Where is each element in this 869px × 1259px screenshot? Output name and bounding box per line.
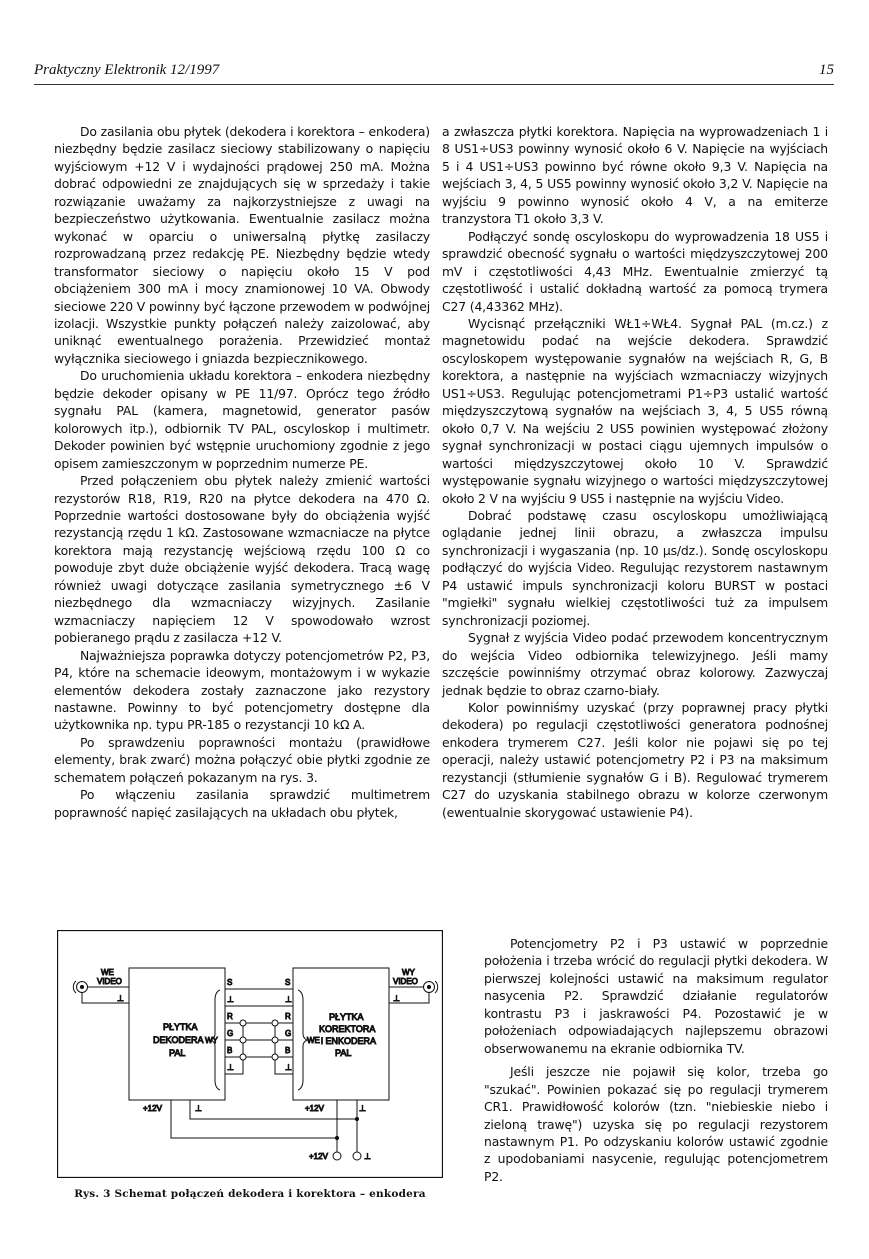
svg-text:PAL: PAL: [335, 1048, 352, 1058]
paragraph: Dobrać podstawę czasu oscyloskopu umożliwiającą oglądanie jednej linii obrazu, a zwłaszcza impulsu synchronizacji i wygaszania (np. 10 µs/dz.). Sondę oscyloskopu podłączyć do wyjścia Video. Regulując rezystorem nastawnym P4 ustawić impuls synchronizacji koloru BURST w postaci "mgiełki" sygnału wielkiej częstotliwości tuż za impulsem synchronizacji poziomej.: [442, 507, 828, 628]
svg-text:PAL: PAL: [169, 1048, 186, 1058]
paragraph: Podłączyć sondę oscyloskopu do wyprowadzenia 18 US5 i sprawdzić obecność sygnału o wartości międzyszczytowej 200 mV i częstotliwości 4,43 MHz. Ewentualnie zmierzyć tą częstotliwość i ustalić dokładną wartość za pomocą trymera C27 (4,43362 MHz).: [442, 228, 828, 314]
right-column-bottom: [484, 935, 828, 1185]
svg-text:WY: WY: [402, 968, 415, 977]
svg-text:VIDEO: VIDEO: [393, 977, 418, 986]
decoder-block: [129, 968, 225, 1100]
svg-text:S: S: [227, 978, 233, 987]
page-header: [34, 62, 834, 84]
paragraph: Jeśli jeszcze nie pojawił się kolor, trzeba go "szukać". Powinien pokazać się po regulacji trymerem CR1. Prawidłowość kolorów (tzn. "niebieskie niebo i zieloną trawę") uzyska się po regulacji rezystorem nastawnym P1. Po odzyskaniu kolorów ustawić zgodnie z upodobaniami nasycenie, regulując potencjometrem P2.: [484, 1064, 828, 1184]
paragraph: Sygnał z wyjścia Video podać przewodem koncentrycznym do wejścia Video odbiornika telewizyjnego. Jeśli mamy szczęście powinniśmy otrzymać obraz kolorowy. Zazwyczaj jednak będzie to obraz czarno-biały.: [442, 630, 828, 698]
svg-text:+12V: +12V: [143, 1104, 162, 1113]
input-label-we: WE: [101, 968, 114, 977]
terminal-ground-icon: [353, 1152, 361, 1160]
svg-text:⊥: ⊥: [227, 995, 234, 1004]
svg-text:PŁYTKA: PŁYTKA: [329, 1012, 364, 1022]
paragraph: a zwłaszcza płytki korektora. Napięcia na wyprowadzeniach 1 i 8 US1÷US3 powinny wynosić około 6 V. Napięcie na wyjściach 5 i 4 US1÷US3 powinno być równe około 9,3 V. Napięcia na wejściach 3, 4, 5 US5 powinny wynosić około 3,2 V. Napięcie na wyjściu 9 powinno wynosić około 4 V, a na emiterze tranzystora T1 około 3,3 V.: [442, 124, 828, 227]
paragraph: Wycisnąć przełączniki WŁ1÷WŁ4. Sygnał PAL (m.cz.) z magnetowidu podać na wejście dekodera. Sprawdzić oscyloskopem występowanie sygnałów na wejściach R, G, B korektora, a następnie na wyjściach wzmacniaczy wizyjnych US1÷US3. Regulując potencjometrami P1÷P3 ustalić wartość międzyszczytową sygnałów na wejściach 3, 4, 5 US5 równą około 0,7 V. Na wejściu 2 US5 powinien występować złożony sygnał synchronizacji w postaci ciągu ujemnych impulsów o wartości międzyszczytowej około 10 V. Sprawdzić występowanie sygnału wizyjnego o wartości międzyszczytowej około 2 V na wyjściu 9 US5 i następnie na wyjściu Video.: [442, 315, 828, 506]
paragraph: Przed połączeniem obu płytek należy zmienić wartości rezystorów R18, R19, R20 na płytce dekodera na 470 Ω. Poprzednie wartości dostosowane były do obciążenia wyjść rezystancją rzędu 1 kΩ. Zastosowane wzmacniacze na płytce korektora mają rezystancję wejściową rzędu 100 Ω co powoduje zbyt duże obciążenie wyjść dekodera. Tracą wagę również uwagi dotyczące zasilania symetrycznego ±6 V niezbędnego dla wzmacniaczy wizyjnych. Zasilanie wzmacniaczy napięciem 12 V spowodowało wzrost pobieranego prądu z zasilacza +12 V.: [54, 473, 430, 646]
svg-text:⊥: ⊥: [195, 1104, 202, 1113]
header-rule: [34, 84, 834, 85]
magazine-title: Praktyczny Elektronik 12/1997: [34, 62, 220, 78]
figure-caption: Rys. 3 Schemat połączeń dekodera i korektora – enkodera: [74, 1188, 426, 1200]
svg-text:DEKODERA: DEKODERA: [153, 1035, 204, 1045]
svg-text:⊥: ⊥: [117, 994, 124, 1003]
paragraph: Kolor powinniśmy uzyskać (przy poprawnej pracy płytki dekodera) po regulacji częstotliwości generatora podnośnej enkodera trymerem C27. Jeśli kolor nie pojawi się po tej operacji, należy ustawić potencjometry P2 i P3 na maksimum rezystancji (stłumienie sygnałów G i B). Regulować trymerem C27 do uzyskania stabilnego obrazu w kolorze czerwonym (ewentualnie skorygować ustawienie P4).: [442, 699, 828, 820]
svg-text:WY: WY: [205, 1036, 218, 1045]
svg-text:⊥: ⊥: [285, 995, 292, 1004]
svg-text:+12V: +12V: [309, 1152, 328, 1161]
terminal-plus12-icon: [333, 1152, 341, 1160]
paragraph: Po sprawdzeniu poprawności montażu (prawidłowe elementy, brak zwarć) można połączyć obie płytki zgodnie ze schematem połączeń pokazanym na rys. 3.: [54, 734, 430, 785]
svg-text:⊥: ⊥: [364, 1152, 371, 1161]
svg-text:⊥: ⊥: [227, 1063, 234, 1072]
input-label-video: VIDEO: [97, 977, 122, 986]
svg-text:+12V: +12V: [305, 1104, 324, 1113]
page-number: 15: [819, 62, 834, 78]
svg-text:S: S: [285, 978, 291, 987]
svg-text:WE: WE: [307, 1036, 320, 1045]
svg-text:⊥: ⊥: [359, 1104, 366, 1113]
svg-text:B: B: [227, 1046, 233, 1055]
svg-text:PŁYTKA: PŁYTKA: [163, 1022, 198, 1032]
svg-text:R: R: [285, 1012, 291, 1021]
paragraph: Do zasilania obu płytek (dekodera i korektora – enkodera) niezbędny będzie zasilacz sieciowy stabilizowany o napięciu wyjściowym +12 V i wydajności prądowej 250 mA. Można dobrać odpowiedni ze znajdujących się w sprzedaży i takie rozwiązanie uważamy za najkorzystniejsze z uwagi na bezpieczeństwo użytkowania. Ewentualnie zasilacz można wykonać w oparciu o uniwersalną płytkę zasilaczy rozprowadzaną przez redakcję PE. Niezbędny będzie wtedy transformator sieciowy o napięciu około 15 V pod obciążeniem 300 mA i mocy znamionowej 10 VA. Obwody sieciowe 220 V powinny być łączone przewodem w podwójnej izolacji. Wszystkie punkty połączeń należy zaizolować, aby uniknąć ewentualnego porażenia. Przewidzieć montaż wyłącznika sieciowego i gniazda bezpiecznikowego.: [54, 124, 430, 366]
paragraph: Potencjometry P2 i P3 ustawić w poprzednie położenia i trzeba wrócić do regulacji płytki dekodera. W pierwszej kolejności ustawić na maksimum regulator nasycenia P2. Sprawdzić działanie regulatorów kontrastu P3 i jaskrawości P4. Pozostawić je w położeniach odpowiadających najlepszemu obrazowi obserwowanemu na ekranie odbiornika TV.: [484, 936, 828, 1056]
svg-text:B: B: [285, 1046, 291, 1055]
right-column: [442, 123, 828, 821]
svg-text:R: R: [227, 1012, 233, 1021]
corrector-block: [293, 968, 389, 1100]
svg-text:⊥: ⊥: [393, 994, 400, 1003]
connection-diagram: [57, 930, 443, 1178]
left-column: [54, 123, 430, 821]
svg-text:G: G: [285, 1029, 292, 1038]
svg-text:i ENKODERA: i ENKODERA: [321, 1036, 377, 1046]
video-output-connector-icon: [424, 981, 438, 993]
svg-text:KOREKTORA: KOREKTORA: [319, 1024, 376, 1034]
svg-text:⊥: ⊥: [285, 1063, 292, 1072]
video-input-connector-icon: [73, 981, 87, 993]
svg-text:G: G: [227, 1029, 234, 1038]
paragraph: Po włączeniu zasilania sprawdzić multimetrem poprawność napięć zasilających na układach obu płytek,: [54, 787, 430, 820]
paragraph: Do uruchomienia układu korektora – enkodera niezbędny będzie dekoder opisany w PE 11/97. Oprócz tego źródło sygnału PAL (kamera, magnetowid, generator pasów kolorowych itp.), odbiornik TV PAL, oscyloskop i multimetr. Dekoder powinien być wstępnie uruchomiony zgodnie z jego opisem zamieszczonym w poprzednim numerze PE.: [54, 368, 430, 471]
paragraph: Najważniejsza poprawka dotyczy potencjometrów P2, P3, P4, które na schemacie ideowym, montażowym i w wykazie elementów dekodera zostały zaznaczone jako rezystory nastawne. Powinny to być potencjometry dostępne dla użytkownika np. typu PR-185 o rezystancji 10 kΩ A.: [54, 647, 430, 733]
